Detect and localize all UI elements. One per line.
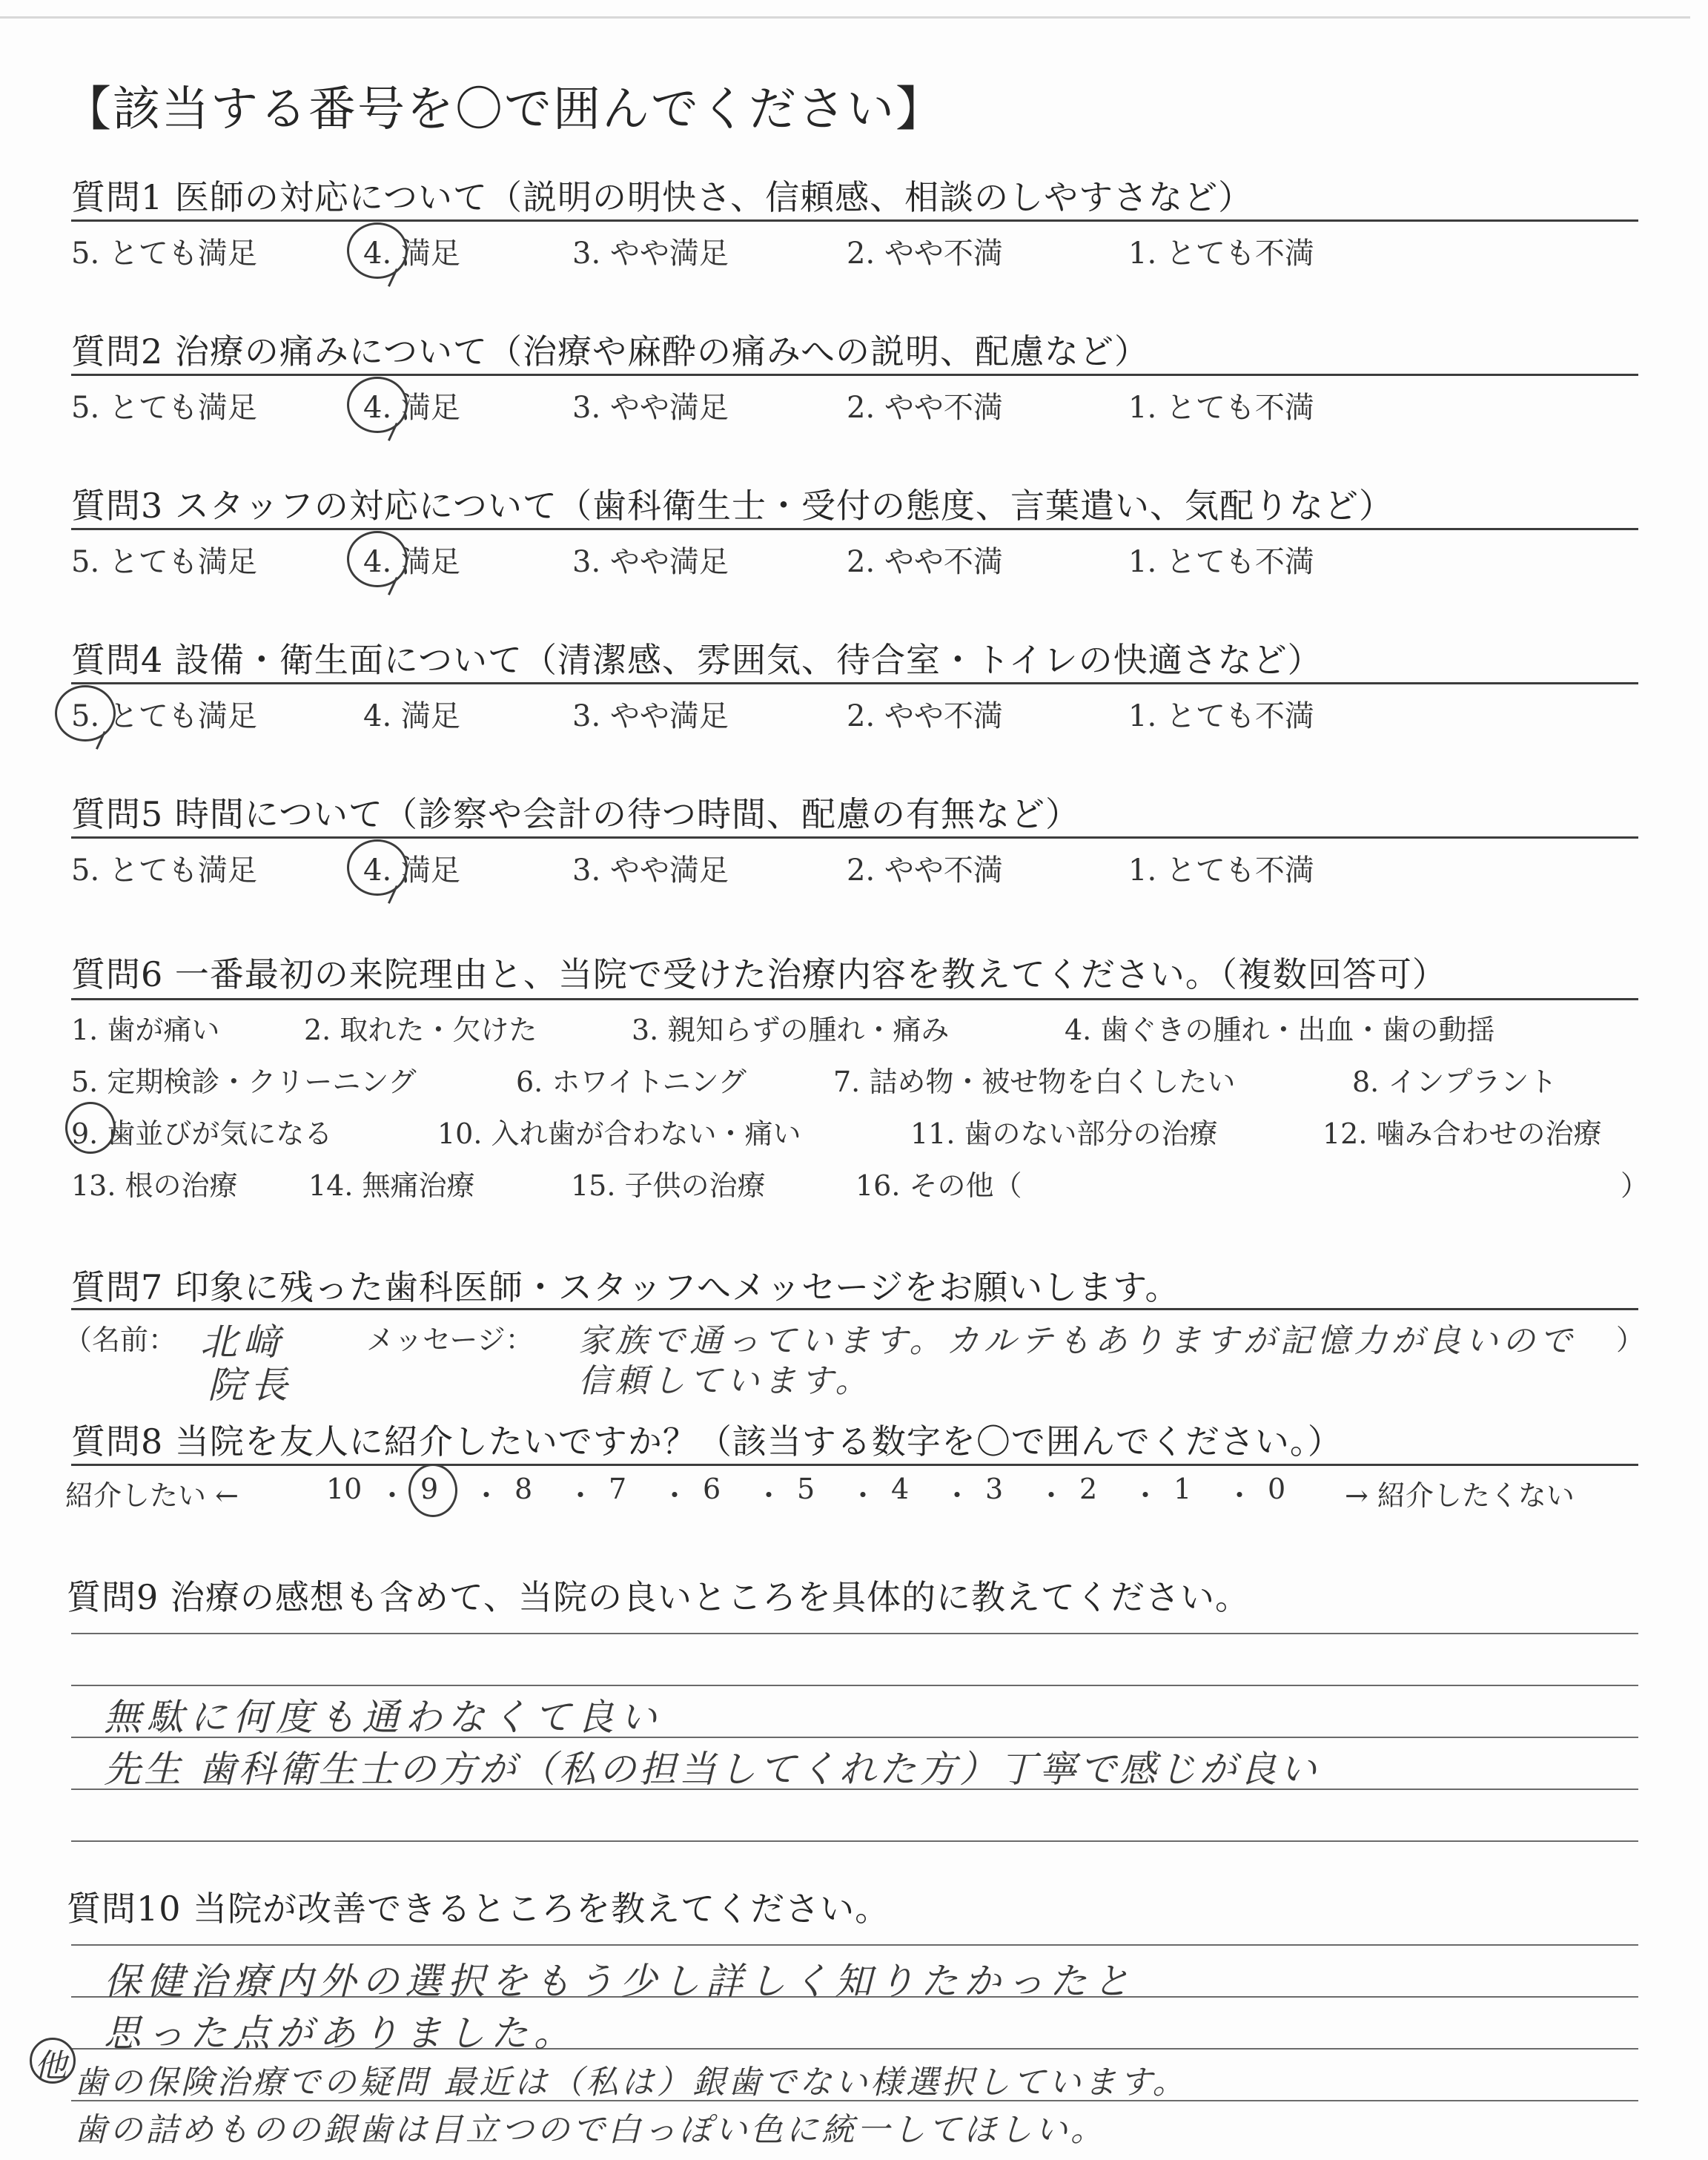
q4-option-3[interactable]: 3. やや満足 bbox=[572, 699, 729, 733]
q4-selection-circle bbox=[55, 685, 116, 742]
q8-scale-separator: ・ bbox=[1037, 1479, 1066, 1512]
q2-rule bbox=[71, 374, 1638, 376]
q8-right-label: → 紹介したくない bbox=[1345, 1479, 1575, 1512]
q1-option-1[interactable]: 1. とても不満 bbox=[1128, 237, 1314, 271]
q3-option-5[interactable]: 5. とても満足 bbox=[71, 545, 257, 579]
q8-scale-value[interactable]: 8 bbox=[514, 1473, 533, 1505]
q1-option-4[interactable]: 4. 満足 bbox=[363, 237, 460, 271]
q4-option-1[interactable]: 1. とても不満 bbox=[1128, 699, 1314, 733]
q5-rule bbox=[71, 836, 1638, 839]
q8-scale-separator: ・ bbox=[943, 1479, 972, 1512]
q8-scale-value[interactable]: 9 bbox=[420, 1473, 439, 1505]
q6-option[interactable]: 8. インプラント bbox=[1352, 1066, 1558, 1098]
q3-option-1[interactable]: 1. とても不満 bbox=[1128, 545, 1314, 579]
q8-scale-value[interactable]: 5 bbox=[797, 1473, 815, 1505]
q9-answer-line-2: 先生 歯科衛生士の方が（私の担当してくれた方）丁寧で感じが良い bbox=[104, 1748, 1320, 1791]
q6-option[interactable]: 4. 歯ぐきの腫れ・出血・歯の動揺 bbox=[1065, 1014, 1495, 1046]
q8-selection-circle bbox=[408, 1464, 457, 1517]
q5-option-2[interactable]: 2. やや不満 bbox=[847, 853, 1003, 888]
q5-option-4[interactable]: 4. 満足 bbox=[363, 853, 460, 888]
q8-label: 質問8 当院を友人に紹介したいですか？（該当する数字を〇で囲んでください。） bbox=[71, 1421, 1343, 1462]
q6-rule bbox=[71, 998, 1638, 1000]
q6-option[interactable]: 5. 定期検診・クリーニング bbox=[71, 1066, 417, 1098]
q3-label: 質問3 スタッフの対応について（歯科衛生士・受付の態度、言葉遣い、気配りなど） bbox=[71, 486, 1394, 526]
q2-option-2[interactable]: 2. やや不満 bbox=[847, 391, 1003, 425]
q5-option-1[interactable]: 1. とても不満 bbox=[1128, 853, 1314, 888]
q4-label: 質問4 設備・衛生面について（清潔感、雰囲気、待合室・トイレの快適さなど） bbox=[71, 640, 1323, 680]
q6-option[interactable]: 12. 噛み合わせの治療 bbox=[1323, 1117, 1602, 1150]
q8-scale-value[interactable]: 7 bbox=[609, 1473, 627, 1505]
q1-option-3[interactable]: 3. やや満足 bbox=[572, 237, 729, 271]
q10-answer-line-2: 思った点がありました。 bbox=[104, 2012, 577, 2055]
scan-top-edge bbox=[0, 16, 1690, 19]
q7-close: ） bbox=[1616, 1324, 1645, 1356]
q8-scale-separator: ・ bbox=[849, 1479, 878, 1512]
q9-rule-2 bbox=[71, 1685, 1638, 1686]
q10-answer-line-1: 保健治療内外の選択をもう少し詳しく知りたかったと bbox=[104, 1960, 1136, 2003]
q10-answer-line-4: 歯の詰めものの銀歯は目立つので白っぽい色に統一してほしい。 bbox=[74, 2111, 1106, 2149]
q6-option[interactable]: 14. 無痛治療 bbox=[308, 1169, 475, 1202]
q2-option-3[interactable]: 3. やや満足 bbox=[572, 391, 729, 425]
q3-selection-circle bbox=[347, 531, 408, 587]
q6-label: 質問6 一番最初の来院理由と、当院で受けた治療内容を教えてください。（複数回答可） bbox=[71, 954, 1447, 994]
q5-option-5[interactable]: 5. とても満足 bbox=[71, 853, 257, 888]
q7-message-line-1: 家族で通っています。カルテもありますが記憶力が良いので bbox=[578, 1322, 1577, 1360]
q2-option-4[interactable]: 4. 満足 bbox=[363, 391, 460, 425]
q9-rule-1 bbox=[71, 1633, 1638, 1634]
q8-scale-value[interactable]: 6 bbox=[703, 1473, 721, 1505]
q1-selection-circle bbox=[347, 222, 408, 279]
q6-selection-circle bbox=[65, 1102, 116, 1154]
q6-option[interactable]: 2. 取れた・欠けた bbox=[304, 1014, 537, 1046]
q7-message-line-2: 信頼しています。 bbox=[578, 1362, 873, 1400]
q6-option[interactable]: 9. 歯並びが気になる bbox=[71, 1117, 333, 1150]
q7-rule bbox=[71, 1308, 1638, 1310]
q8-scale-value[interactable]: 1 bbox=[1174, 1473, 1192, 1505]
q6-option[interactable]: 16. その他（ bbox=[855, 1169, 1022, 1202]
q9-answer-line-1: 無駄に何度も通わなくて良い bbox=[104, 1696, 663, 1739]
q10-margin-note: 他 bbox=[34, 2047, 67, 2085]
q10-answer-line-3: 歯の保険治療での疑問 最近は（私は）銀歯でない様選択しています。 bbox=[74, 2064, 1188, 2101]
q6-option[interactable]: 11. 歯のない部分の治療 bbox=[910, 1117, 1218, 1150]
q4-option-2[interactable]: 2. やや不満 bbox=[847, 699, 1003, 733]
q5-label: 質問5 時間について（診察や会計の待つ時間、配慮の有無など） bbox=[71, 794, 1080, 834]
q8-scale-separator: ・ bbox=[661, 1479, 689, 1512]
q6-option[interactable]: 7. 詰め物・被せ物を白くしたい bbox=[833, 1066, 1236, 1098]
q8-scale-separator: ・ bbox=[378, 1479, 407, 1512]
q6-option[interactable]: 6. ホワイトニング bbox=[516, 1066, 747, 1098]
q1-option-5[interactable]: 5. とても満足 bbox=[71, 237, 257, 271]
q1-option-2[interactable]: 2. やや不満 bbox=[847, 237, 1003, 271]
q3-option-3[interactable]: 3. やや満足 bbox=[572, 545, 729, 579]
q6-other-close: ） bbox=[1621, 1169, 1649, 1202]
q6-option[interactable]: 15. 子供の治療 bbox=[571, 1169, 766, 1202]
q9-label: 質問9 治療の感想も含めて、当院の良いところを具体的に教えてください。 bbox=[67, 1577, 1250, 1617]
q6-option[interactable]: 3. 親知らずの腫れ・痛み bbox=[632, 1014, 950, 1046]
q8-scale-value[interactable]: 2 bbox=[1079, 1473, 1098, 1505]
q8-scale-value[interactable]: 4 bbox=[891, 1473, 910, 1505]
q1-label: 質問1 医師の対応について（説明の明快さ、信頼感、相談のしやすさなど） bbox=[71, 177, 1254, 217]
q2-selection-circle bbox=[347, 377, 408, 433]
q8-left-label: 紹介したい ← bbox=[65, 1479, 239, 1512]
q10-margin-note-circle bbox=[30, 2038, 76, 2084]
q2-label: 質問2 治療の痛みについて（治療や麻酔の痛みへの説明、配慮など） bbox=[71, 331, 1150, 371]
q8-scale-separator: ・ bbox=[566, 1479, 595, 1512]
form-title: 【該当する番号を〇で囲んでください】 bbox=[64, 82, 944, 137]
q6-option[interactable]: 1. 歯が痛い bbox=[71, 1014, 220, 1046]
q10-label: 質問10 当院が改善できるところを教えてください。 bbox=[67, 1889, 890, 1929]
q2-option-1[interactable]: 1. とても不満 bbox=[1128, 391, 1314, 425]
q4-rule bbox=[71, 682, 1638, 684]
q4-option-5[interactable]: 5. とても満足 bbox=[71, 699, 257, 733]
q8-scale-value[interactable]: 0 bbox=[1268, 1473, 1286, 1505]
q3-option-4[interactable]: 4. 満足 bbox=[363, 545, 460, 579]
q10-rule-1 bbox=[71, 1944, 1638, 1946]
q6-option[interactable]: 13. 根の治療 bbox=[71, 1169, 238, 1202]
q2-option-5[interactable]: 5. とても満足 bbox=[71, 391, 257, 425]
q8-scale-separator: ・ bbox=[472, 1479, 501, 1512]
q7-message-label: メッセージ： bbox=[366, 1324, 534, 1356]
q7-name-line-2: 院長 bbox=[208, 1364, 294, 1407]
q1-rule bbox=[71, 219, 1638, 222]
q4-option-4[interactable]: 4. 満足 bbox=[363, 699, 460, 733]
q8-scale-value[interactable]: 3 bbox=[985, 1473, 1004, 1505]
q7-name-label: （名前： bbox=[64, 1324, 177, 1356]
q8-scale-separator: ・ bbox=[1131, 1479, 1160, 1512]
q6-option[interactable]: 10. 入れ歯が合わない・痛い bbox=[437, 1117, 801, 1150]
q3-rule bbox=[71, 528, 1638, 530]
q8-scale-separator: ・ bbox=[755, 1479, 784, 1512]
q9-rule-5 bbox=[71, 1840, 1638, 1842]
q8-rule bbox=[71, 1464, 1638, 1466]
q5-selection-circle bbox=[347, 839, 408, 896]
q8-scale-value[interactable]: 10 bbox=[326, 1473, 363, 1505]
q7-name-line-1: 北﨑 bbox=[200, 1321, 286, 1364]
q3-option-2[interactable]: 2. やや不満 bbox=[847, 545, 1003, 579]
q7-label: 質問7 印象に残った歯科医師・スタッフへメッセージをお願いします。 bbox=[71, 1267, 1180, 1307]
q5-option-3[interactable]: 3. やや満足 bbox=[572, 853, 729, 888]
q8-scale-separator: ・ bbox=[1225, 1479, 1254, 1512]
